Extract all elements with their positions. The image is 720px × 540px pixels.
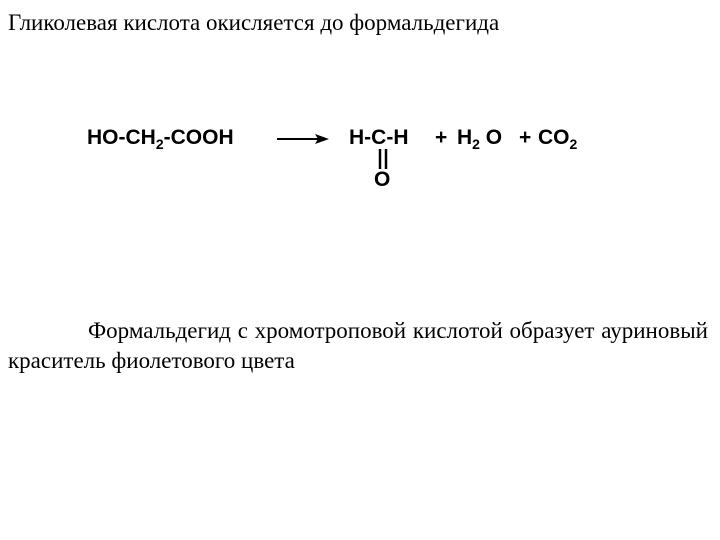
slide-title: Гликолевая кислота окисляется до формальдегида — [8, 10, 500, 35]
description-paragraph: Формальдегид с хромотроповой кислотой образует ауриновый краситель фиолетового цвета — [8, 318, 708, 373]
plus-sign-2: + — [519, 126, 532, 149]
carbonyl-oxygen: O — [374, 168, 391, 191]
reactant-glycolic-acid: $HO-CH_2$-COOH — [87, 126, 234, 152]
reaction-equation — [0, 0, 720, 200]
plus-sign-1: + — [435, 126, 448, 149]
product-carbon-dioxide: $CO_2$ — [538, 126, 578, 152]
reaction-arrow — [277, 133, 329, 145]
product-water: $H_2$ O — [457, 126, 503, 152]
product-formaldehyde: H-C-H — [349, 126, 409, 149]
